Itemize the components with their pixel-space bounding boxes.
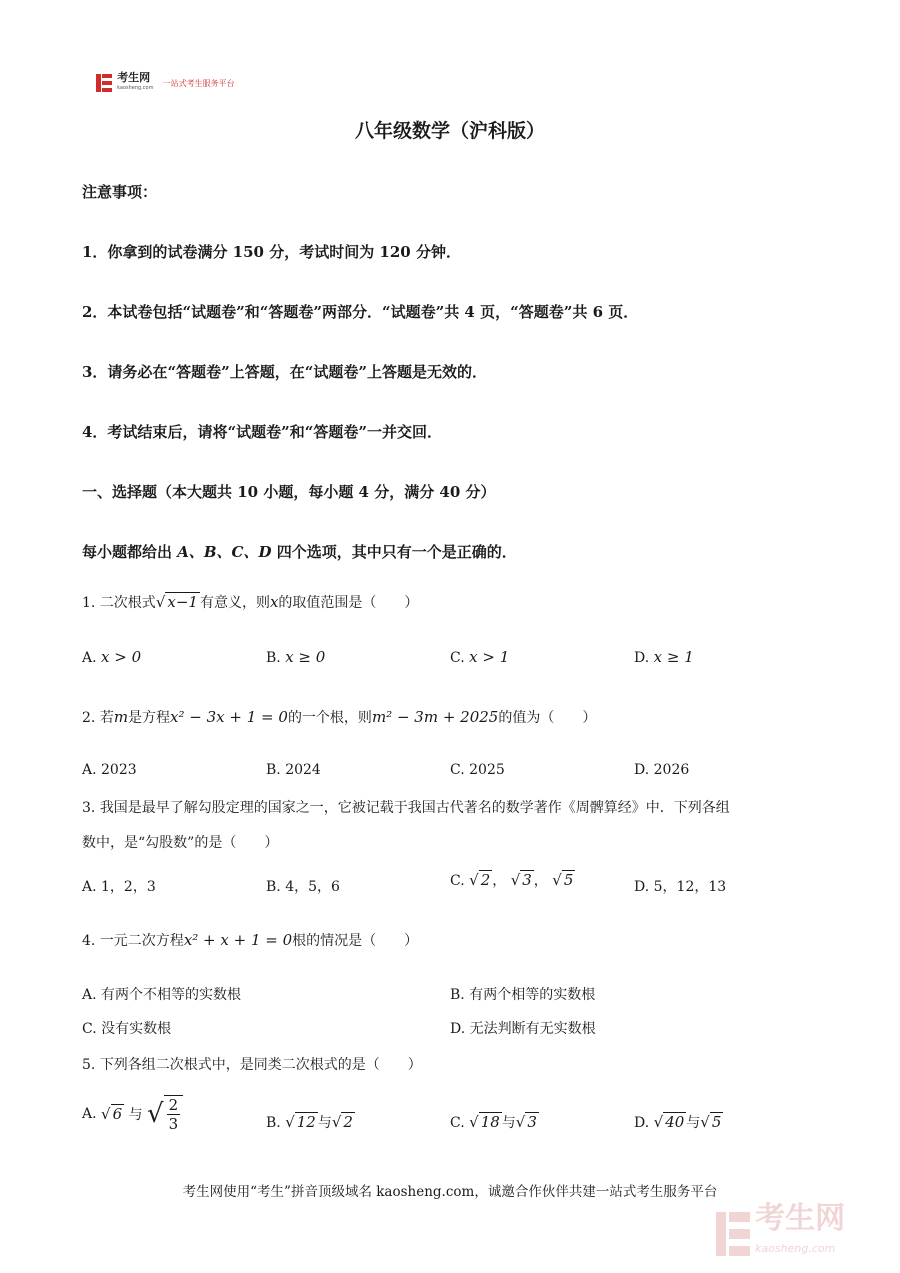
notice-item-3: 3．请务必在“答题卷”上答题，在“试题卷”上答题是无效的． [82,363,487,381]
question-1: 1. 二次根式√ x−1 有意义，则x的取值范围是（ ） [82,593,419,611]
page-footer: 考生网使用“考生”拼音顶级域名 kaosheng.com，诚邀合作伙伴共建一站式考生服务平台 [182,1184,718,1200]
q2-option-c: C. 2025 [450,762,505,778]
q5-option-c: C. √ 18 与√ 3 [450,1113,537,1131]
q3-option-d: D. 5，12，13 [634,879,727,895]
q5-option-b: B. √ 12 与√ 2 [266,1113,353,1131]
q1-option-b: B. x ≥ 0 [266,648,326,666]
q4-option-b: B. 有两个相等的实数根 [450,987,596,1003]
section-heading: 一、选择题（本大题共 10 小题，每小题 4 分，满分 40 分） [82,483,496,501]
question-3-line-2: 数中，是“勾股数”的是（ ） [82,835,279,851]
q1-option-d: D. x ≥ 1 [634,648,694,666]
q5-option-d: D. √ 40 与√ 5 [634,1113,722,1131]
watermark-text: 考生网 kaosheng.com [755,1201,846,1255]
q3-option-a: A. 1，2，3 [82,879,156,895]
q4-option-a: A. 有两个不相等的实数根 [82,987,242,1003]
question-2: 2. 若m是方程x² − 3x + 1 = 0的一个根，则m² − 3m + 2025的值为（ ） [82,708,597,726]
header-logo [96,72,235,94]
logo-slogan: 一站式考生服务平台 [162,78,235,88]
question-5: 5. 下列各组二次根式中，是同类二次根式的是（ ） [82,1057,422,1073]
kaosheng-logo-icon [96,74,112,92]
q2-option-b: B. 2024 [266,762,321,778]
watermark [716,1201,846,1264]
section-instruction: 每小题都给出 A、B、C、D 四个选项，其中只有一个是正确的． [82,543,517,561]
q3-option-c: C. √ 2 ， √ 3 ， √ 5 [450,871,574,889]
q2-option-d: D. 2026 [634,762,690,778]
watermark-logo-icon [716,1212,750,1256]
q1-option-c: C. x > 1 [450,648,510,666]
q2-option-a: A. 2023 [82,762,137,778]
sqrt-expression: √ x−1 [155,593,198,611]
q5-option-a: A. √ 6 与 √ 2 3 [82,1095,183,1133]
question-4: 4. 一元二次方程x² + x + 1 = 0根的情况是（ ） [82,931,419,949]
q4-option-c: C. 没有实数根 [82,1021,172,1037]
q4-option-d: D. 无法判断有无实数根 [450,1021,596,1037]
question-3-line-1: 3. 我国是最早了解勾股定理的国家之一，它被记载于我国古代著名的数学著作《周髀算经》中．下列各组 [82,800,730,816]
page-title: 八年级数学（沪科版） [354,120,545,142]
q1-option-a: A. x > 0 [82,648,142,666]
notice-item-4: 4．考试结束后，请将“试题卷”和“答题卷”一并交回． [82,423,442,441]
q3-option-b: B. 4，5，6 [266,879,340,895]
notice-item-2: 2．本试卷包括“试题卷”和“答题卷”两部分．“试题卷”共 4 页，“答题卷”共 6 页． [82,303,639,321]
logo-text: 考生网 kaosheng.com [117,71,154,91]
notice-item-1: 1．你拿到的试卷满分 150 分，考试时间为 120 分钟． [82,243,461,261]
notice-heading: 注意事项： [82,183,158,201]
